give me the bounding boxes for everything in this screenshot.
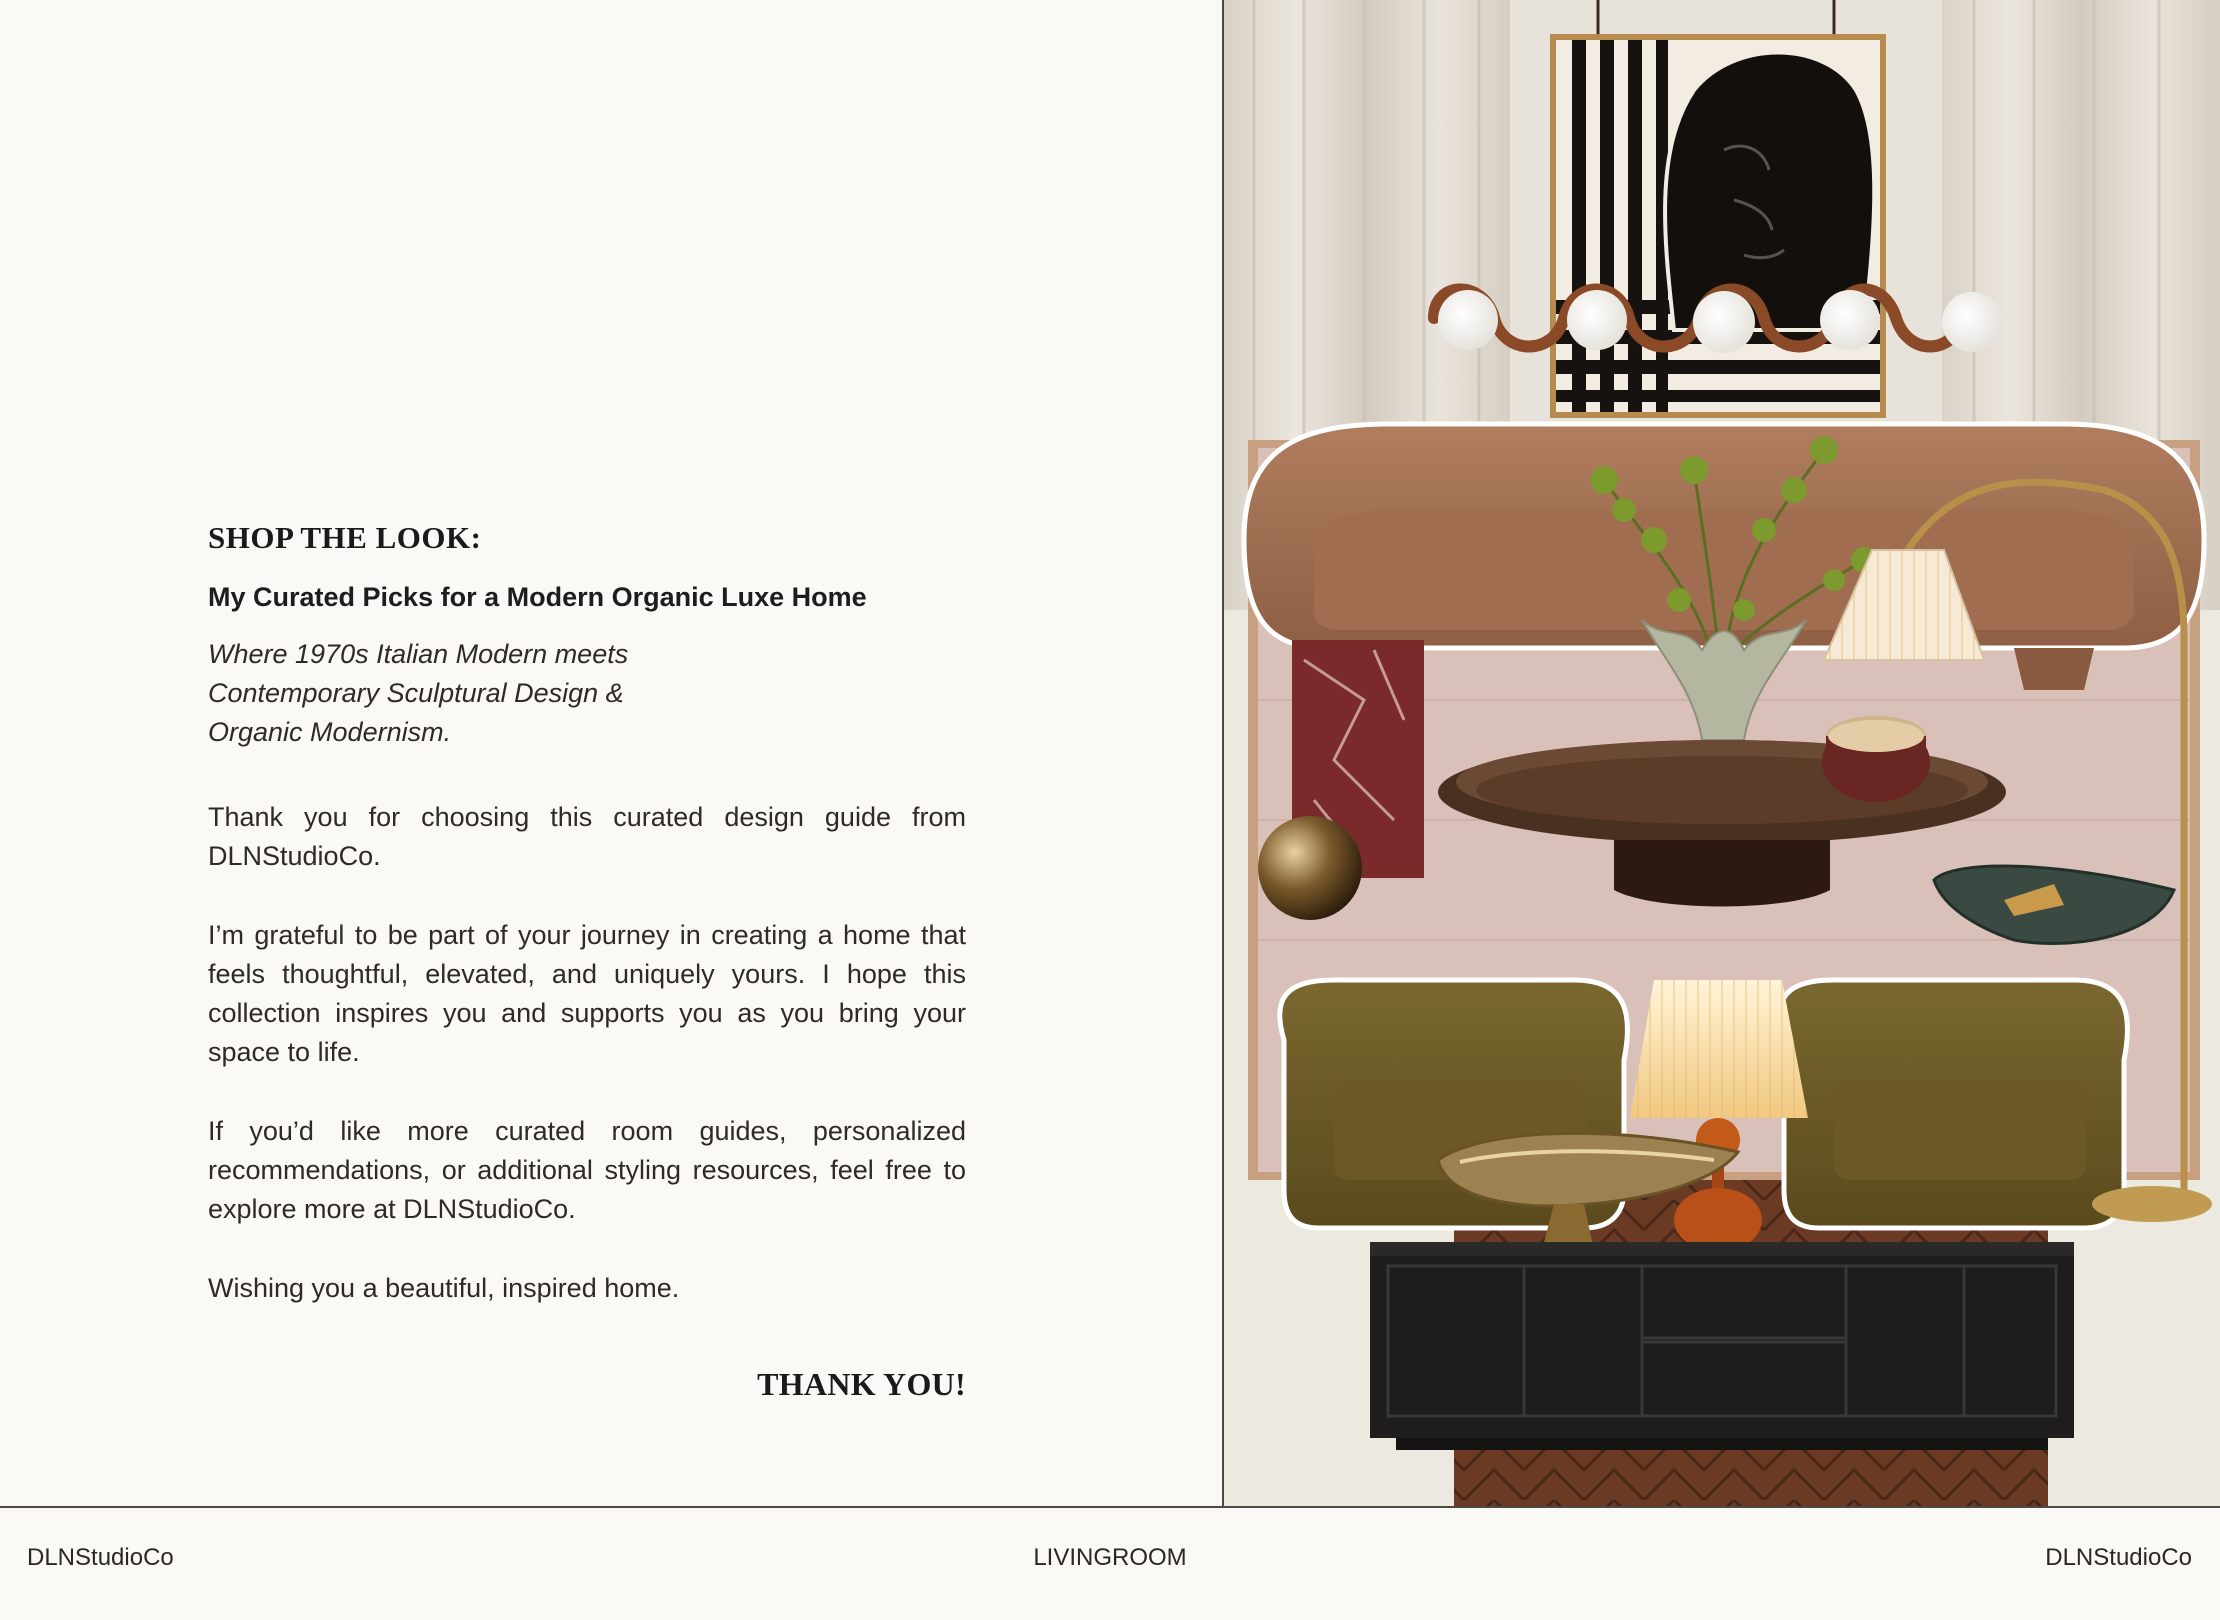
page-footer [0, 1508, 2220, 1620]
tagline-line: Organic Modernism. [208, 717, 452, 747]
footer-room-label: LIVINGROOM [1033, 1544, 1187, 1571]
moodboard-illustration [1224, 0, 2220, 1506]
tagline-line: Where 1970s Italian Modern meets [208, 639, 629, 669]
text-block [208, 520, 966, 1403]
resources-paragraph: If you’d like more curated room guides, personalized recommendations, or additional styling resources, feel free to explore more at DLNStudioCo. [208, 1116, 966, 1224]
style-tagline [208, 635, 966, 752]
tagline-line: Contemporary Sculptural Design & [208, 678, 624, 708]
thank-you-paragraph: Thank you for choosing this curated design guide from DLNStudioCo. [208, 802, 966, 871]
wishes-paragraph: Wishing you a beautiful, inspired home. [208, 1273, 680, 1303]
journey-paragraph: I’m grateful to be part of your journey in creating a home that feels thoughtful, elevated, and uniquely yours. I hope this collection inspires you and supports you as you bring your space to life. [208, 920, 966, 1067]
footer-brand-right: DLNStudioCo [2045, 1544, 2192, 1571]
thank-you-closing: THANK YOU! [757, 1366, 966, 1402]
shop-the-look-heading: SHOP THE LOOK: [208, 520, 482, 555]
living-room-moodboard [1224, 0, 2220, 1506]
curated-picks-subheading: My Curated Picks for a Modern Organic Luxe Home [208, 582, 867, 612]
footer-brand-left: DLNStudioCo [27, 1544, 174, 1571]
